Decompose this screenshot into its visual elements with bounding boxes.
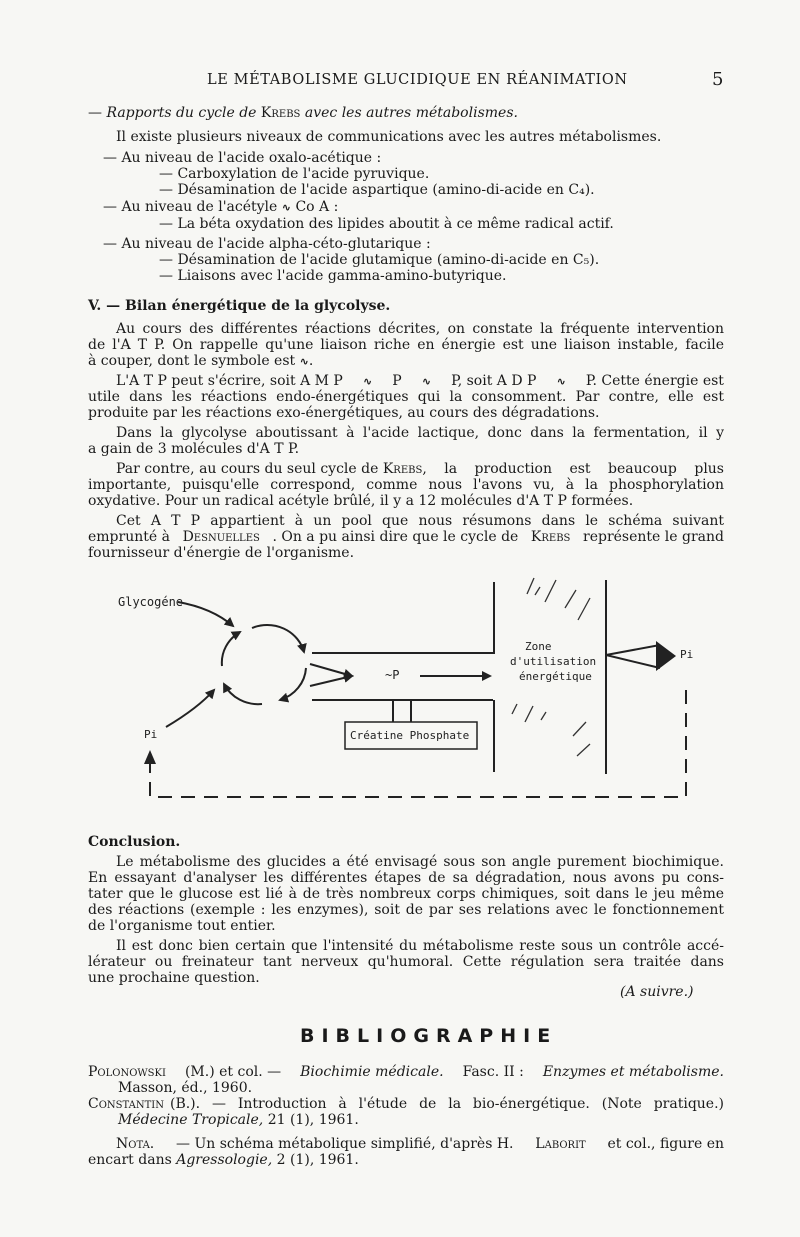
level-alpha-ketoglutaric-item-b: — Liaisons avec l'acide gamma-amino-butyrique. bbox=[159, 268, 507, 284]
pi-left-label: Pi bbox=[144, 728, 158, 741]
bib-entry-constantin-l2: Médecine Tropicale, 21 (1), 1961. bbox=[118, 1112, 359, 1128]
atp-output-arrow-a bbox=[310, 664, 352, 676]
krebs-intro: Il existe plusieurs niveaux de communications avec les autres métabolismes. bbox=[116, 129, 662, 145]
section-v-p1-l1: Au cours des différentes réactions décrites, on constate la fréquente intervention bbox=[116, 321, 724, 337]
high-energy-bond-symbol: ∿ bbox=[299, 355, 309, 368]
krebs-relations-heading: — Rapports du cycle de Krebs avec les autres métabolismes. bbox=[88, 105, 518, 121]
bib-note-l2: encart dans Agressologie, 2 (1), 1961. bbox=[88, 1152, 359, 1168]
level-alpha-ketoglutaric-item-a: — Désamination de l'acide glutamique (amino-di-acide en C₅). bbox=[159, 252, 600, 268]
high-energy-bond-symbol: ∿ bbox=[556, 375, 566, 388]
glycogen-arrow bbox=[178, 602, 233, 626]
pi-return-arrowhead bbox=[144, 750, 156, 764]
conclusion-p1-l5: de l'organisme tout entier. bbox=[88, 918, 276, 934]
conclusion-p1-l2: En essayant d'analyser les différentes étapes de sa dégradation, nous avons pu cons- bbox=[88, 870, 724, 886]
pi-right-label: Pi bbox=[680, 648, 694, 661]
section-v-p2-l2: utile dans les réactions endo-énergétiques qui la consomment. Par contre, elle est bbox=[88, 389, 724, 405]
section-v-title: V. — Bilan énergétique de la glycolyse. bbox=[88, 298, 391, 314]
level-oxaloacetic-item-a: — Carboxylation de l'acide pyruvique. bbox=[159, 166, 430, 182]
high-energy-bond-symbol: ∿ bbox=[421, 375, 432, 388]
bib-entry-polonowski: Polonowski (M.) et col. — Biochimie médicale. Fasc. II : Enzymes et métabolisme. bbox=[88, 1064, 724, 1080]
level-oxaloacetic-item-b: — Désamination de l'acide aspartique (amino-di-acide en C₄). bbox=[159, 182, 595, 198]
level-alpha-ketoglutaric: — Au niveau de l'acide alpha-céto-glutarique : bbox=[103, 236, 431, 252]
conclusion-p2-l1: Il est donc bien certain que l'intensité du métabolisme reste sous un contrôle accé- bbox=[116, 938, 724, 954]
section-v-p4-l2: importante, puisqu'elle correspond, comme nous l'avons vu, à la phosphorylation bbox=[88, 477, 724, 493]
section-v-p5-l2: emprunté à Desnuelles . On a pu ainsi dire que le cycle de Krebs représente le grand bbox=[88, 529, 724, 545]
level-acetyl-item: — La béta oxydation des lipides aboutit à ce même radical actif. bbox=[159, 216, 614, 232]
section-v-p2-l3: produite par les réactions exo-énergétiques, au cours des dégradations. bbox=[88, 405, 600, 421]
atp-output-arrow-b bbox=[310, 676, 352, 686]
level-acetyl: — Au niveau de l'acétyle ∿ Co A : bbox=[103, 199, 339, 215]
running-title: LE MÉTABOLISME GLUCIDIQUE EN RÉANIMATION bbox=[207, 72, 628, 88]
section-v-p3-l1: Dans la glycolyse aboutissant à l'acide lactique, donc dans la fermentation, il y bbox=[116, 425, 724, 441]
high-energy-bond-symbol: ∿ bbox=[281, 201, 291, 214]
zone-label-l3: énergétique bbox=[519, 670, 592, 683]
section-v-p4-l3: oxydative. Pour un radical acétyle brûlé, il y a 12 molécules d'A T P formées. bbox=[88, 493, 634, 509]
creatine-phosphate-label: Créatine Phosphate bbox=[350, 729, 470, 742]
section-v-p3-l2: a gain de 3 molécules d'A T P. bbox=[88, 441, 300, 457]
high-energy-p-label: ~P bbox=[385, 668, 400, 682]
section-v-p5-l3: fournisseur d'énergie de l'organisme. bbox=[88, 545, 355, 561]
section-v-p1-l2: de l'A T P. On rappelle qu'une liaison riche en énergie est une liaison instable, facile bbox=[88, 337, 724, 353]
section-v-p1-l3: à couper, dont le symbole est ∿. bbox=[88, 353, 314, 369]
to-be-continued: (A suivre.) bbox=[620, 984, 694, 1000]
section-v-p4-l1: Par contre, au cours du seul cycle de Krebs , la production est beaucoup plus bbox=[116, 461, 724, 477]
section-v-p2-l1: L'A T P peut s'écrire, soit A M P ∿ P ∿ P, soit A D P ∿ P. Cette énergie est bbox=[116, 373, 724, 389]
zone-label-l2: d'utilisation bbox=[510, 655, 597, 668]
section-v-p5-l1: Cet A T P appartient à un pool que nous résumons dans le schéma suivant bbox=[116, 513, 724, 529]
conclusion-p1-l1: Le métabolisme des glucides a été envisagé sous son angle purement biochimique. bbox=[116, 854, 724, 870]
high-energy-bond-symbol: ∿ bbox=[362, 375, 373, 388]
level-oxaloacetic: — Au niveau de l'acide oxalo-acétique : bbox=[103, 150, 382, 166]
krebs-cycle bbox=[222, 625, 306, 704]
bib-note: Nota. — Un schéma métabolique simplifié, d'après H. Laborit et col., figure en bbox=[116, 1136, 724, 1152]
bib-entry-constantin: Constantin (B.). — Introduction à l'étude de la bio-énergétique. (Note pratique.) bbox=[88, 1096, 724, 1112]
conclusion-title: Conclusion. bbox=[88, 834, 181, 850]
glycogen-label: Glycogéne bbox=[118, 595, 184, 609]
conclusion-p2-l3: une prochaine question. bbox=[88, 970, 260, 986]
bib-entry-polonowski-l2: Masson, éd., 1960. bbox=[118, 1080, 253, 1096]
bibliography-title: BIBLIOGRAPHIE bbox=[300, 1025, 558, 1047]
zone-label-l1: Zone bbox=[525, 640, 552, 653]
page-number: 5 bbox=[712, 69, 724, 90]
beam-lower bbox=[606, 655, 660, 668]
beam-upper bbox=[606, 645, 660, 655]
pi-input-arrow bbox=[166, 690, 214, 727]
conclusion-p2-l2: lérateur ou freinateur tant nerveux qu'humoral. Cette régulation sera traitée dans bbox=[88, 954, 724, 970]
conclusion-p1-l3: tater que le glucose est lié à de très nombreux corps chimiques, soit dans le jeu même bbox=[88, 886, 724, 902]
conclusion-p1-l4: des réactions (exemple : les enzymes), soit de par ses relations avec le fonctionnement bbox=[88, 902, 724, 918]
output-arrowhead bbox=[656, 641, 676, 671]
